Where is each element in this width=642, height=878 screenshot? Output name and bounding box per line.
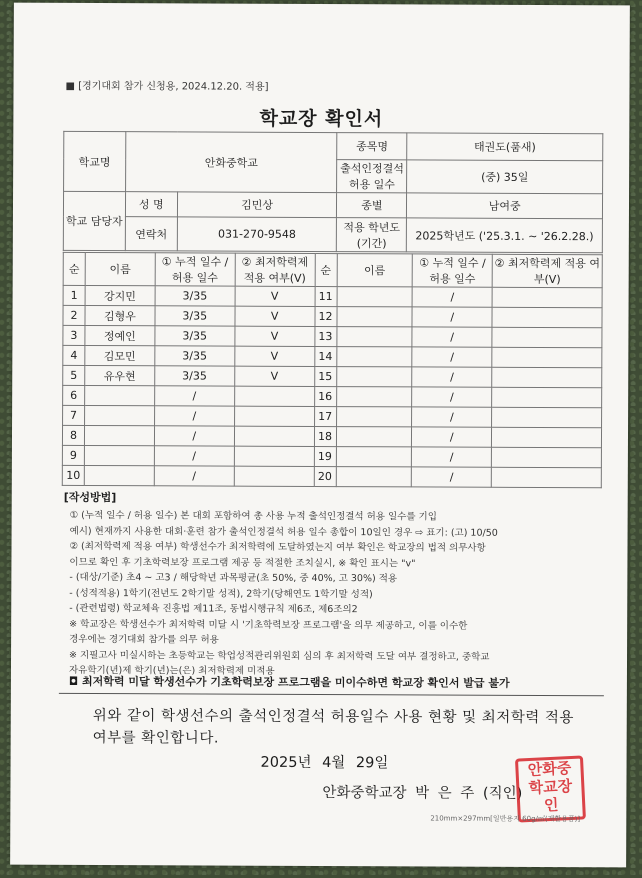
cell-days2: / [412, 407, 492, 427]
cell-name2 [336, 307, 412, 327]
note-line: - (대상/기준) 초4 ~ 고3 / 해당학년 과목평균(초 50%, 중 40%, 고 30%) 적용 [69, 571, 398, 585]
cell-min: V [234, 346, 314, 366]
cell-name2 [336, 347, 412, 367]
cell-no2: 11 [315, 286, 337, 306]
cell-no: 9 [62, 445, 84, 465]
note-line: ※ 지필고사 미실시하는 초등학교는 학업성적관리위원회 심의 후 최저학력 도달 여부 결정하고, 중학교 [69, 649, 490, 663]
document-page [10, 3, 630, 868]
h-no: 순 [63, 252, 85, 285]
note-line: - (성적적용) 1학기(전년도 2학기말 성적), 2학기(당해연도 1학기말 성적) [69, 587, 373, 600]
cell-days2: / [412, 347, 492, 367]
cell-name: 유우현 [85, 365, 155, 385]
contact-label: 연락처 [125, 217, 177, 251]
cell-no: 4 [63, 345, 85, 365]
cell-name2 [336, 467, 412, 487]
h-min: ② 최저학력제 적용 여부(V) [235, 253, 315, 286]
note-line: 예시) 현재까지 사용한 대회·훈련 참가 출석인정결석 허용 일수 총합이 10일인 경우 ⇨ 표기: (고) 10/50 [69, 525, 498, 539]
cell-days2: / [412, 387, 492, 407]
roster-body [62, 285, 602, 487]
h-name: 이름 [85, 252, 155, 285]
gender-value: 남여중 [407, 193, 603, 219]
cell-min: V [235, 326, 315, 346]
name-label: 성 명 [125, 192, 177, 217]
cell-days2: / [412, 367, 492, 387]
table-row [63, 325, 602, 347]
cell-min: V [235, 306, 315, 326]
confirm-text: 위와 같이 학생선수의 출석인정결석 허용일수 사용 현황 및 최저학력 적용 여부를 확인합니다. [92, 708, 575, 747]
cell-days: 3/35 [155, 286, 235, 306]
cell-no2: 12 [315, 306, 337, 326]
cell-min: V [234, 366, 314, 386]
allowed-label: 출석인정결석 허용 일수 [337, 160, 407, 193]
info-table [63, 131, 604, 253]
cell-min2 [492, 327, 602, 347]
h-name-2: 이름 [337, 254, 413, 287]
cell-name2 [336, 387, 412, 407]
cell-name [84, 445, 154, 465]
cell-days2: / [412, 467, 492, 487]
cell-min2 [492, 347, 602, 367]
cell-min2 [492, 367, 602, 387]
table-row [63, 365, 602, 387]
note-line: ② (최저학력제 적용 여부) 학생선수가 최저학력에 도달하였는지 여부 확인은 학교장의 법적 의무사항 [69, 540, 486, 554]
cell-name [84, 465, 154, 485]
cell-no: 6 [63, 385, 85, 405]
cell-days: / [154, 446, 234, 466]
cell-no: 3 [63, 325, 85, 345]
cell-days2: / [412, 447, 492, 467]
cell-name [84, 425, 154, 445]
table-row [63, 305, 602, 327]
cell-days2: / [412, 307, 492, 327]
cell-days2: / [412, 327, 492, 347]
table-row [63, 345, 602, 367]
header-note: ■ [경기대회 참가 신청용, 2024.12.20. 적용] [65, 80, 269, 93]
note-line: ① (누적 일수 / 허용 일수) 본 대회 포함하여 총 사용 누적 출석인정결석 허용 일수를 기입 [69, 509, 437, 523]
event-value: 태권도(품새) [407, 133, 603, 161]
method-title: [작성방법] [63, 490, 117, 505]
year-value: 2025학년도 ('25.3.1. ~ '26.2.28.) [407, 218, 603, 253]
cell-name: 강지민 [85, 285, 155, 305]
cell-no2: 17 [314, 406, 336, 426]
cell-days2: / [412, 427, 492, 447]
cell-name2 [336, 367, 412, 387]
event-label: 종목명 [337, 133, 407, 160]
cell-min2 [492, 387, 602, 407]
cell-min [234, 406, 314, 426]
h-no-2: 순 [315, 253, 337, 286]
cell-no: 7 [63, 405, 85, 425]
paper-spec: 210mm×297mm[일반용지 60g/㎡(재활용품)] [430, 814, 581, 824]
cell-days: 3/35 [155, 326, 235, 346]
cell-name [85, 405, 155, 425]
name-value: 김민상 [177, 192, 337, 218]
cell-no2: 14 [314, 346, 336, 366]
note-line: 경우에는 경기대회 참가를 의무 허용 [69, 633, 219, 646]
note-line: 자유학기(년)제 학기(년)는(은) 최저학력제 미적용 [68, 664, 275, 677]
cell-days: 3/35 [155, 346, 235, 366]
cell-no: 10 [62, 465, 84, 485]
cell-days: / [154, 386, 234, 406]
cell-no2: 20 [314, 466, 336, 486]
cell-no: 8 [62, 425, 84, 445]
cell-days: / [154, 426, 234, 446]
cell-name2 [336, 407, 412, 427]
cell-no: 2 [63, 305, 85, 325]
cell-days: 3/35 [155, 366, 235, 386]
notes-list [69, 508, 605, 681]
roster-table [62, 252, 603, 488]
table-row [62, 465, 601, 487]
cell-name2 [336, 427, 412, 447]
table-row [63, 285, 602, 307]
contact-value: 031-270-9548 [177, 217, 337, 252]
cell-no2: 19 [314, 446, 336, 466]
cell-min2 [492, 307, 602, 327]
table-row [63, 385, 602, 407]
h-min-2: ② 최저학력제 적용 여부(V) [492, 254, 602, 287]
cell-days: / [154, 466, 234, 486]
school-label: 학교명 [64, 131, 126, 191]
cell-name2 [336, 447, 412, 467]
gender-label: 종별 [337, 193, 407, 218]
table-row [63, 405, 602, 427]
cell-min [234, 426, 314, 446]
table-row [62, 445, 601, 467]
cell-name: 정예인 [85, 325, 155, 345]
year-label: 적용 학년도 (기간) [337, 218, 407, 252]
cell-name: 김모민 [85, 345, 155, 365]
cell-no2: 13 [314, 326, 336, 346]
cell-days2: / [412, 287, 492, 307]
note-line: - (관련법령) 학교체육 진흥법 제11조, 동법시행규칙 제6조, 제6조의2 [69, 602, 358, 616]
cell-min: V [235, 286, 315, 306]
note-line: ※ 학교장은 학생선수가 최저학력 미달 시 '기초학력보장 프로그램'을 의무 제공하고, 이를 이수한 [69, 618, 468, 632]
table-row [62, 425, 601, 447]
issue-date: 2025년 4월 29일 [260, 754, 389, 772]
cell-min2 [491, 467, 601, 487]
warning-line: ◘ 최저학력 미달 학생선수가 기초학력보장 프로그램을 미이수하면 학교장 확인서 발급 불가 [68, 674, 510, 690]
cell-min [234, 386, 314, 406]
cell-min2 [492, 407, 602, 427]
cell-min2 [492, 447, 602, 467]
cell-min2 [492, 287, 602, 307]
cell-no: 5 [63, 365, 85, 385]
official-seal: 안화중 학교장 인 [515, 755, 586, 822]
cell-no2: 16 [314, 386, 336, 406]
cell-no2: 15 [314, 366, 336, 386]
page-title: 학교장 확인서 [259, 107, 384, 131]
note-line: 이므로 확인 후 기초학력보장 프로그램 제공 등 적절한 조치실시, ※ 확인 표시는 "v" [69, 556, 416, 569]
signer: 안화중학교장 박 은 주 (직인) [322, 785, 523, 802]
divider [59, 693, 604, 696]
school-value: 안화중학교 [125, 132, 337, 193]
cell-no2: 18 [314, 426, 336, 446]
cell-name: 김형우 [85, 305, 155, 325]
h-days-2: ① 누적 일수 / 허용 일수 [412, 254, 492, 287]
cell-name2 [336, 327, 412, 347]
allowed-value: (중) 35일 [407, 160, 603, 194]
cell-name2 [337, 287, 413, 307]
manager-label: 학교 담당자 [63, 191, 125, 250]
h-days: ① 누적 일수 / 허용 일수 [155, 253, 235, 286]
cell-name [85, 385, 155, 405]
cell-min2 [492, 427, 602, 447]
cell-min [234, 446, 314, 466]
cell-no: 1 [63, 285, 85, 305]
cell-days: 3/35 [155, 306, 235, 326]
cell-days: / [154, 406, 234, 426]
cell-min [234, 466, 314, 486]
